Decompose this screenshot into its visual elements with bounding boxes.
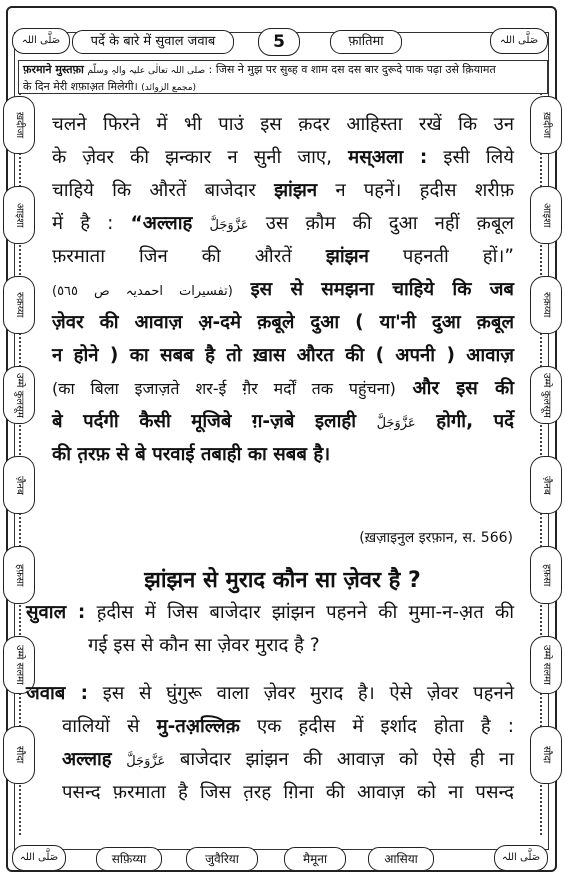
right-vine-ornament: [540, 60, 544, 835]
side-medal-left: रुक़य्या: [3, 276, 35, 334]
side-medal-right: सौदा: [530, 726, 562, 784]
farmane-text-1: : जिस ने मुझ पर सुब्ह व शाम दस दस बार दुरूदे पाक पढ़ा उसे क़ियामत: [208, 63, 496, 76]
footer-corner-medal-left: صَلَّى اللہ: [12, 845, 66, 871]
footer-corner-medal-right: صَلَّى اللہ: [494, 845, 548, 871]
body-line: में है : “अल्लाह عَزَّوَجَلَّ उस क़ौम की दुआ नहीं क़बूल: [52, 213, 514, 234]
body-line: के ज़ेवर की झन्कार न सुनी जाए, मस्अला : इसी लिये: [52, 147, 514, 168]
side-medal-left: आइशा: [3, 186, 35, 244]
side-medal-right: उम्मे कुलसूम: [530, 366, 562, 424]
side-medal-left: ज़ैनब: [3, 456, 35, 514]
body-line: फ़रमाता जिन की औरतें झांझन पहनती हों।”: [52, 246, 514, 267]
side-medal-right: रुक़य्या: [530, 276, 562, 334]
tafsirat-reference: (تفسیرات احمدیہ ص ٥٦٥): [52, 284, 233, 299]
body-line: (تفسیرات احمدیہ ص ٥٦٥) इस से समझना चाहिये कि जब: [52, 279, 514, 300]
side-medal-left: ख़दीजा: [3, 96, 35, 154]
side-medal-left: हफ़सा: [3, 546, 35, 604]
footer-name-label: सफ़िय्या: [96, 847, 162, 871]
body-line: (का बिला इजाज़ते शर-ई ग़ैर मर्दों तक पहुंचना) और इस की: [52, 378, 514, 399]
left-vine-ornament: [19, 60, 23, 835]
side-medal-left: उम्मे कुलसूम: [3, 366, 35, 424]
body-line: चलने फिरने में भी पाउं इस क़दर आहिस्ता रखें कि उन: [52, 114, 514, 135]
answer-line: वालियों से मु-तअ़ल्लिक़ एक ह़दीस में इर्शाद होता है :: [62, 716, 514, 737]
body-line: बे पर्दगी कैसी मूजिबे ग़-ज़बे इलाही عَزَّوَجَلَّ होगी, पर्दे: [52, 411, 514, 432]
footer-name-label: आसिया: [368, 847, 434, 871]
header-corner-medal-left: صَلَّى اللہ: [12, 28, 70, 54]
question-line: सुवाल : ह़दीस में जिस बाजेदार झांझन पहनने की मुमा-न-अ़त की: [26, 602, 514, 623]
answer-line: पसन्द फ़रमाता है जिस त़रह ग़िना की आवाज़ को ना पसन्द: [62, 782, 514, 803]
footer-name-label: जुवैरिया: [186, 847, 258, 871]
side-medal-right: उम्मे सलमा: [530, 636, 562, 694]
farmane-source: (مجمع الزوائد): [141, 83, 197, 93]
question-line: गई इस से कौन सा ज़ेवर मुराद है ?: [88, 635, 320, 656]
header-book-title: पर्दे के बारे में सुवाल जवाब: [72, 30, 234, 54]
masala-label: मस्अला :: [348, 147, 428, 168]
question-block: [26, 596, 514, 662]
body-line: चाहिये कि औरतें बाजेदार झांझन न पहनें। ह़दीस शरीफ़: [52, 180, 514, 201]
side-medal-right: ज़ैनब: [530, 456, 562, 514]
side-medal-left: सौदा: [3, 726, 35, 784]
answer-block: [26, 677, 514, 809]
body-paragraph: [52, 108, 514, 471]
section-heading: झांझन से मुराद कौन सा ज़ेवर है ?: [144, 568, 421, 593]
azza-wajal-arabic: عَزَّوَجَلَّ: [209, 218, 249, 233]
body-line: ज़ेवर की आवाज़ अ़-दमे क़बूले दुआ ( या'नी दुआ क़बूल: [52, 312, 514, 333]
body-line: की त़रफ़ से बे परवाई तबाही का सबब है।: [52, 444, 331, 465]
side-medal-right: हफ़सा: [530, 546, 562, 604]
farmane-mustafa-box: [18, 60, 548, 94]
footer-name-label: मैमूना: [284, 847, 346, 871]
salawat-arabic: صلی اللہ تعالٰی علیہ والہٖ وسلّم: [87, 66, 206, 76]
side-medal-right: ख़दीजा: [530, 96, 562, 154]
khazainul-irfan-reference: (ख़ज़ाइनुल इरफ़ान, स. 566): [359, 530, 513, 546]
page-number: 5: [258, 28, 300, 56]
farmane-text-2: के दिन मेरी शफ़ाअ़त मिलेगी।: [23, 80, 138, 93]
answer-line: अल्लाह عَزَّوَجَلَّ बाजेदार झांझन की आवाज़ को ऐसे ही ना: [62, 749, 514, 770]
answer-line: जवाब : इस से घुंगुरू वाला ज़ेवर मुराद है। ऐसे ज़ेवर पहनने: [26, 683, 514, 704]
side-medal-right: आइशा: [530, 186, 562, 244]
header-corner-medal-right: صَلَّى اللہ: [490, 28, 548, 54]
question-label: सुवाल :: [26, 602, 86, 623]
side-medal-left: उम्मे सलमा: [3, 636, 35, 694]
farmane-label: फ़रमाने मुस्तफ़ा: [23, 63, 84, 76]
body-line: न होने ) का सबब है तो ख़ास औरत की ( अपनी ) आवाज़: [52, 345, 514, 366]
answer-label: जवाब :: [26, 683, 89, 704]
header-name-label: फ़ातिमा: [330, 30, 402, 54]
